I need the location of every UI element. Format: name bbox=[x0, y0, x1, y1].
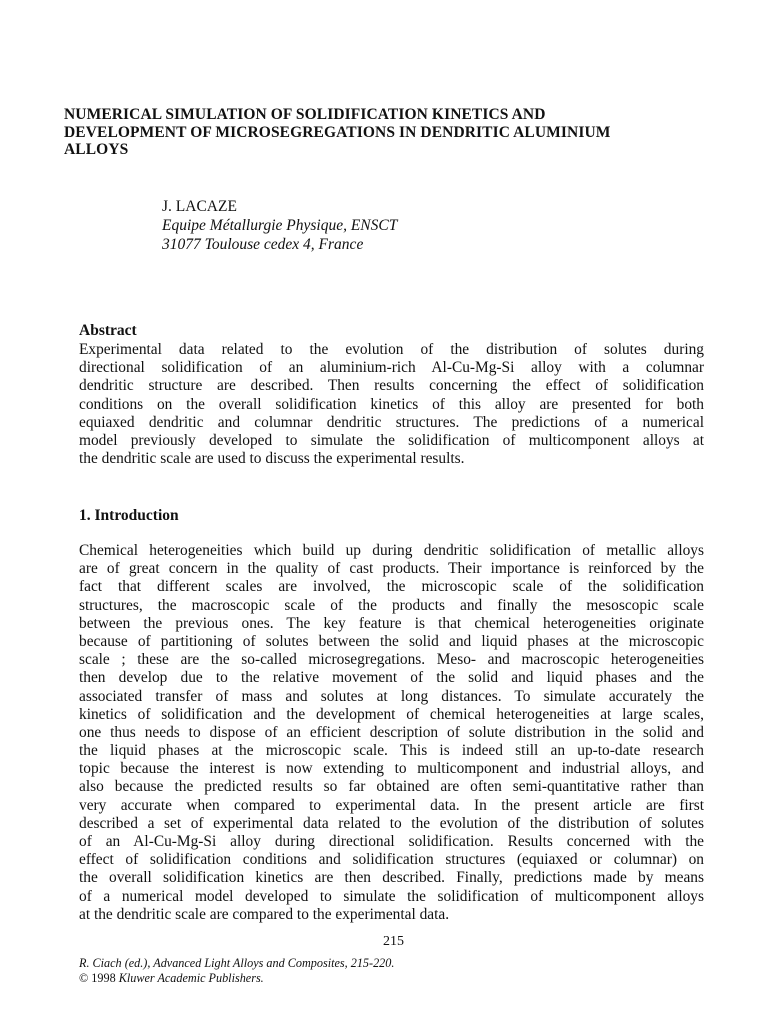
title-line: ALLOYS bbox=[64, 141, 129, 158]
intro-line: also because the predicted results so far obtained are often semi-quantitative rather than bbox=[79, 778, 704, 796]
intro-line: because of partitioning of solutes between the solid and liquid phases at the microscopic bbox=[79, 632, 704, 650]
citation-pages: , 215-220. bbox=[344, 956, 395, 970]
intro-line: of a numerical model developed to simulate the solidification of multicomponent alloys bbox=[79, 887, 704, 905]
intro-line: then develop due to the relative movement of the solid and liquid phases and the bbox=[79, 669, 704, 687]
abstract-text bbox=[79, 341, 704, 468]
abstract-line: Experimental data related to the evolution of the distribution of solutes during bbox=[79, 341, 704, 358]
intro-line: very accurate when compared to experimental data. In the present article are first bbox=[79, 796, 704, 814]
title-line: DEVELOPMENT OF MICROSEGREGATIONS IN DENDRITIC ALUMINIUM bbox=[64, 123, 611, 141]
intro-line: described a set of experimental data related to the evolution of the distribution of solutes bbox=[79, 814, 704, 832]
intro-line: the overall solidification kinetics are then described. Finally, predictions made by means bbox=[79, 869, 704, 887]
abstract-line: the dendritic scale are used to discuss the experimental results. bbox=[79, 450, 465, 468]
author-name: J. LACAZE bbox=[162, 198, 237, 215]
abstract-line: equiaxed dendritic and columnar dendritic structures. The predictions of a numerical bbox=[79, 413, 704, 431]
author-address: 31077 Toulouse cedex 4, France bbox=[162, 236, 364, 253]
intro-line: of an Al-Cu-Mg-Si alloy during directional solidification. Results concerned with the bbox=[79, 833, 704, 850]
intro-line: kinetics of solidification and the development of chemical heterogeneities at large scales, bbox=[79, 705, 704, 723]
intro-line: scale ; these are the so-called microsegregations. Meso- and macroscopic heterogeneities bbox=[79, 651, 704, 669]
intro-line: topic because the interest is now extending to multicomponent and industrial alloys, and bbox=[79, 760, 704, 778]
introduction-text bbox=[79, 542, 704, 924]
abstract-line: directional solidification of an aluminium-rich Al-Cu-Mg-Si alloy with a columnar bbox=[79, 359, 704, 377]
intro-line: are of great concern in the quality of cast products. Their importance is reinforced by the bbox=[79, 560, 704, 578]
abstract-heading: Abstract bbox=[79, 322, 137, 339]
intro-line: between the previous ones. The key feature is that chemical heterogeneities originate bbox=[79, 614, 704, 632]
abstract-line: dendritic structure are described. Then results concerning the effect of solidification bbox=[79, 377, 704, 395]
paper-title bbox=[64, 106, 714, 159]
intro-line: Chemical heterogeneities which build up during dendritic solidification of metallic alloys bbox=[79, 542, 704, 559]
citation-editor: R. Ciach (ed.), bbox=[79, 956, 154, 970]
introduction-heading: 1. Introduction bbox=[79, 507, 179, 524]
abstract-line: model previously developed to simulate the solidification of multicomponent alloys at bbox=[79, 431, 704, 449]
author-block bbox=[162, 197, 397, 254]
intro-line: fact that different scales are involved, the microscopic scale of the solidification bbox=[79, 578, 704, 596]
author-affiliation: Equipe Métallurgie Physique, ENSCT bbox=[162, 217, 398, 234]
citation-line bbox=[79, 956, 394, 971]
intro-line: effect of solidification conditions and solidification structures (equiaxed or columnar) on bbox=[79, 851, 704, 869]
intro-line: structures, the macroscopic scale of the products and finally the mesoscopic scale bbox=[79, 596, 704, 614]
copyright-prefix: © 1998 bbox=[79, 971, 119, 985]
citation-book: Advanced Light Alloys and Composites bbox=[153, 956, 345, 970]
intro-line: the liquid phases at the microscopic scale. This is indeed still an up-to-date research bbox=[79, 742, 704, 760]
intro-line: one thus needs to dispose of an efficient description of solute distribution in the solid and bbox=[79, 723, 704, 741]
copyright-line bbox=[79, 971, 394, 986]
title-line: NUMERICAL SIMULATION OF SOLIDIFICATION KINETICS AND bbox=[64, 106, 546, 123]
copyright-publisher: Kluwer Academic Publishers. bbox=[118, 971, 264, 985]
intro-line: at the dendritic scale are compared to the experimental data. bbox=[79, 905, 450, 923]
intro-line: associated transfer of mass and solutes at long distances. To simulate accurately the bbox=[79, 687, 704, 705]
publication-footer bbox=[79, 956, 394, 986]
page-number: 215 bbox=[383, 934, 404, 949]
abstract-line: conditions on the overall solidification kinetics of this alloy are presented for both bbox=[79, 395, 704, 413]
